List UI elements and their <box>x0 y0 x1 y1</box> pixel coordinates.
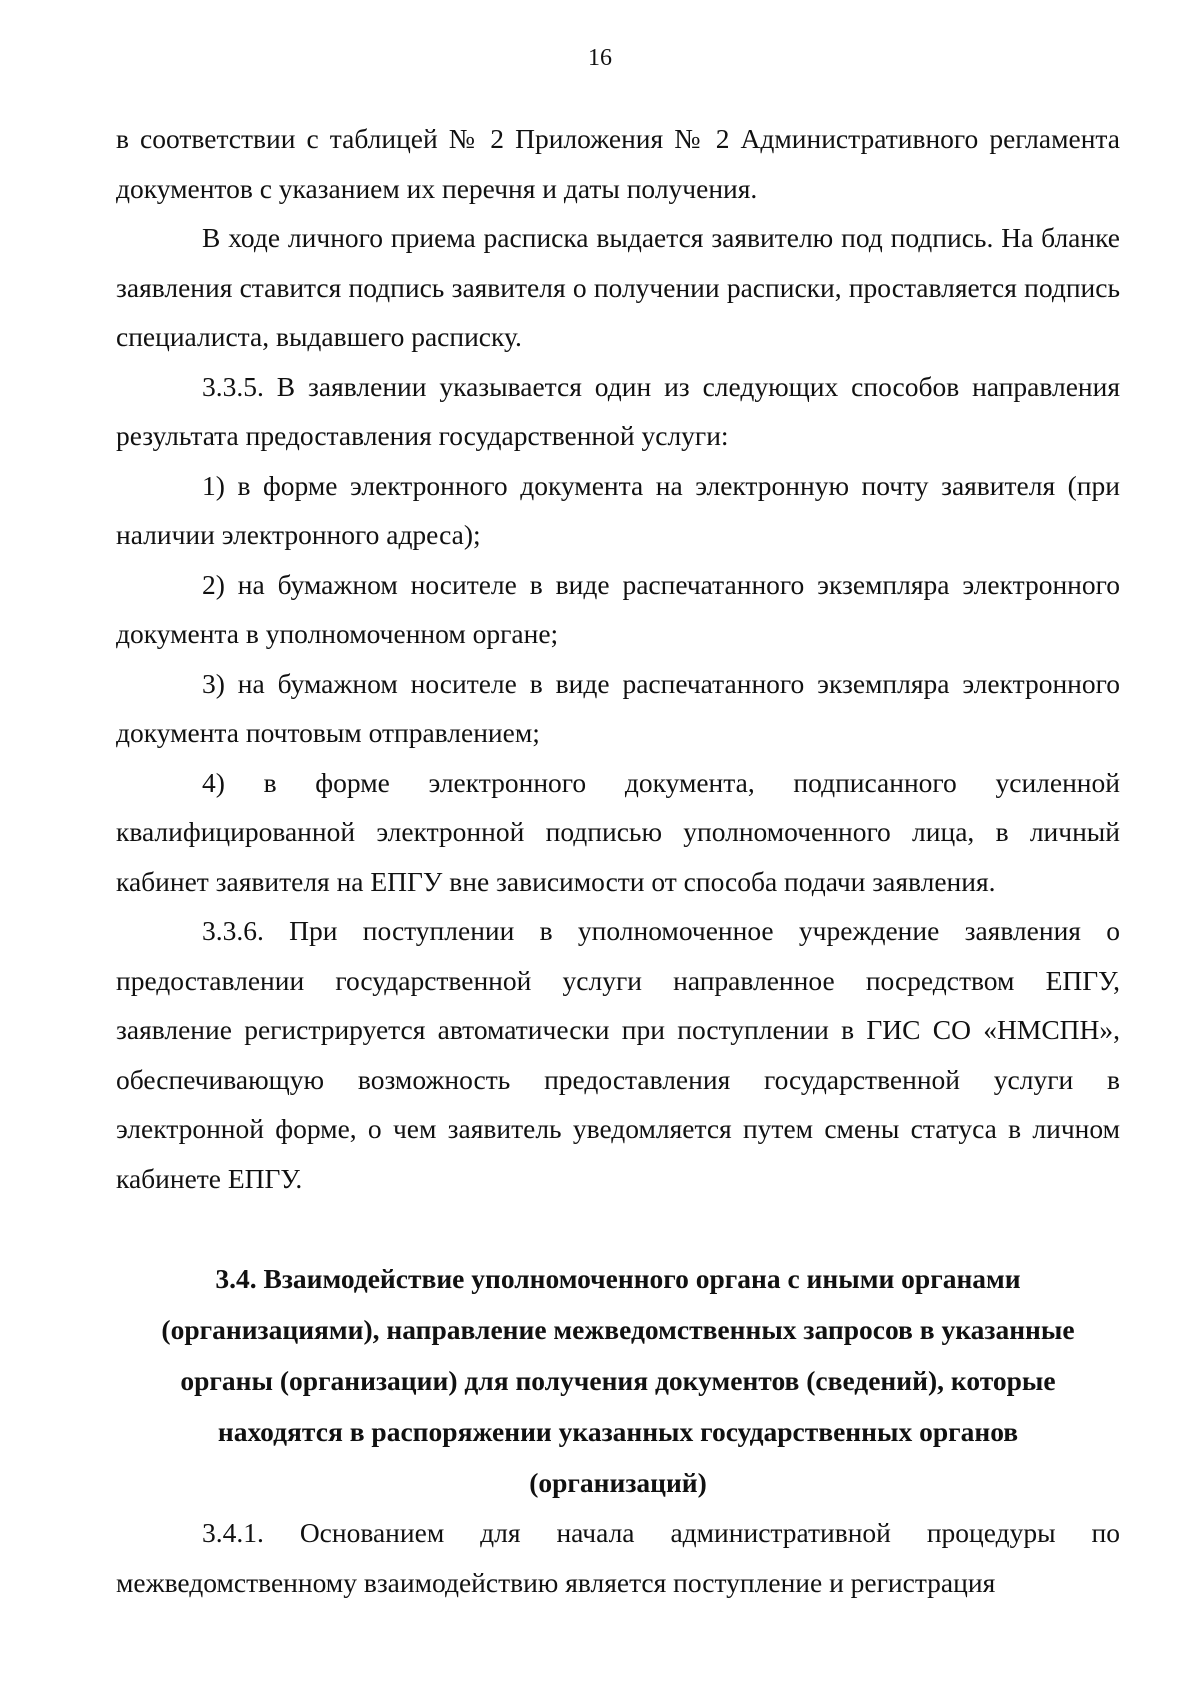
list-item-1: 1) в форме электронного документа на электронную почту заявителя (при наличии электронного адреса); <box>116 469 1120 550</box>
paragraph-continuation: в соответствии с таблицей № 2 Приложения № 2 Административного регламента документов с указанием их перечня и даты получения. <box>116 123 1120 204</box>
paragraph-3-4-1: 3.4.1. Основанием для начала административной процедуры по межведомственному взаимодействию является поступление и регистрация <box>116 1517 1120 1598</box>
list-item-3: 3) на бумажном носителе в виде распечатанного экземпляра электронного документа почтовым отправлением; <box>116 667 1120 748</box>
page-content <box>116 114 1120 1607</box>
paragraph-receipt: В ходе личного приема расписка выдается заявителю под подпись. На бланке заявления ставится подпись заявителя о получении расписки, проставляется подпись специалиста, выдавшего расписку. <box>116 222 1120 352</box>
list-item-2: 2) на бумажном носителе в виде распечатанного экземпляра электронного документа в уполномоченном органе; <box>116 568 1120 649</box>
heading-line: находятся в распоряжении указанных государственных органов <box>217 1416 1019 1447</box>
heading-line: (организациями), направление межведомственных запросов в указанные <box>161 1314 1075 1345</box>
heading-line: органы (организации) для получения документов (сведений), которые <box>180 1365 1056 1396</box>
paragraph-3-3-6: 3.3.6. При поступлении в уполномоченное учреждение заявления о предоставлении государственной услуги направленное посредством ЕПГУ, заявление регистрируется автоматически при поступлении в ГИС СО «НМСПН», обеспечивающую возможность предоставления государственной услуги в электронной форме, о чем заявитель уведомляется путем смены статуса в личном кабинете ЕПГУ. <box>116 915 1120 1194</box>
section-heading-3-4 <box>116 1253 1120 1508</box>
heading-line: 3.4. Взаимодействие уполномоченного органа с иными органами <box>215 1263 1021 1294</box>
page-number: 16 <box>588 45 612 71</box>
heading-line: (организаций) <box>529 1467 707 1498</box>
list-item-4: 4) в форме электронного документа, подписанного усиленной квалифицированной электронной подписью уполномоченного лица, в личный кабинет заявителя на ЕПГУ вне зависимости от способа подачи заявления. <box>116 766 1120 897</box>
paragraph-3-3-5: 3.3.5. В заявлении указывается один из следующих способов направления результата предоставления государственной услуги: <box>116 370 1120 451</box>
